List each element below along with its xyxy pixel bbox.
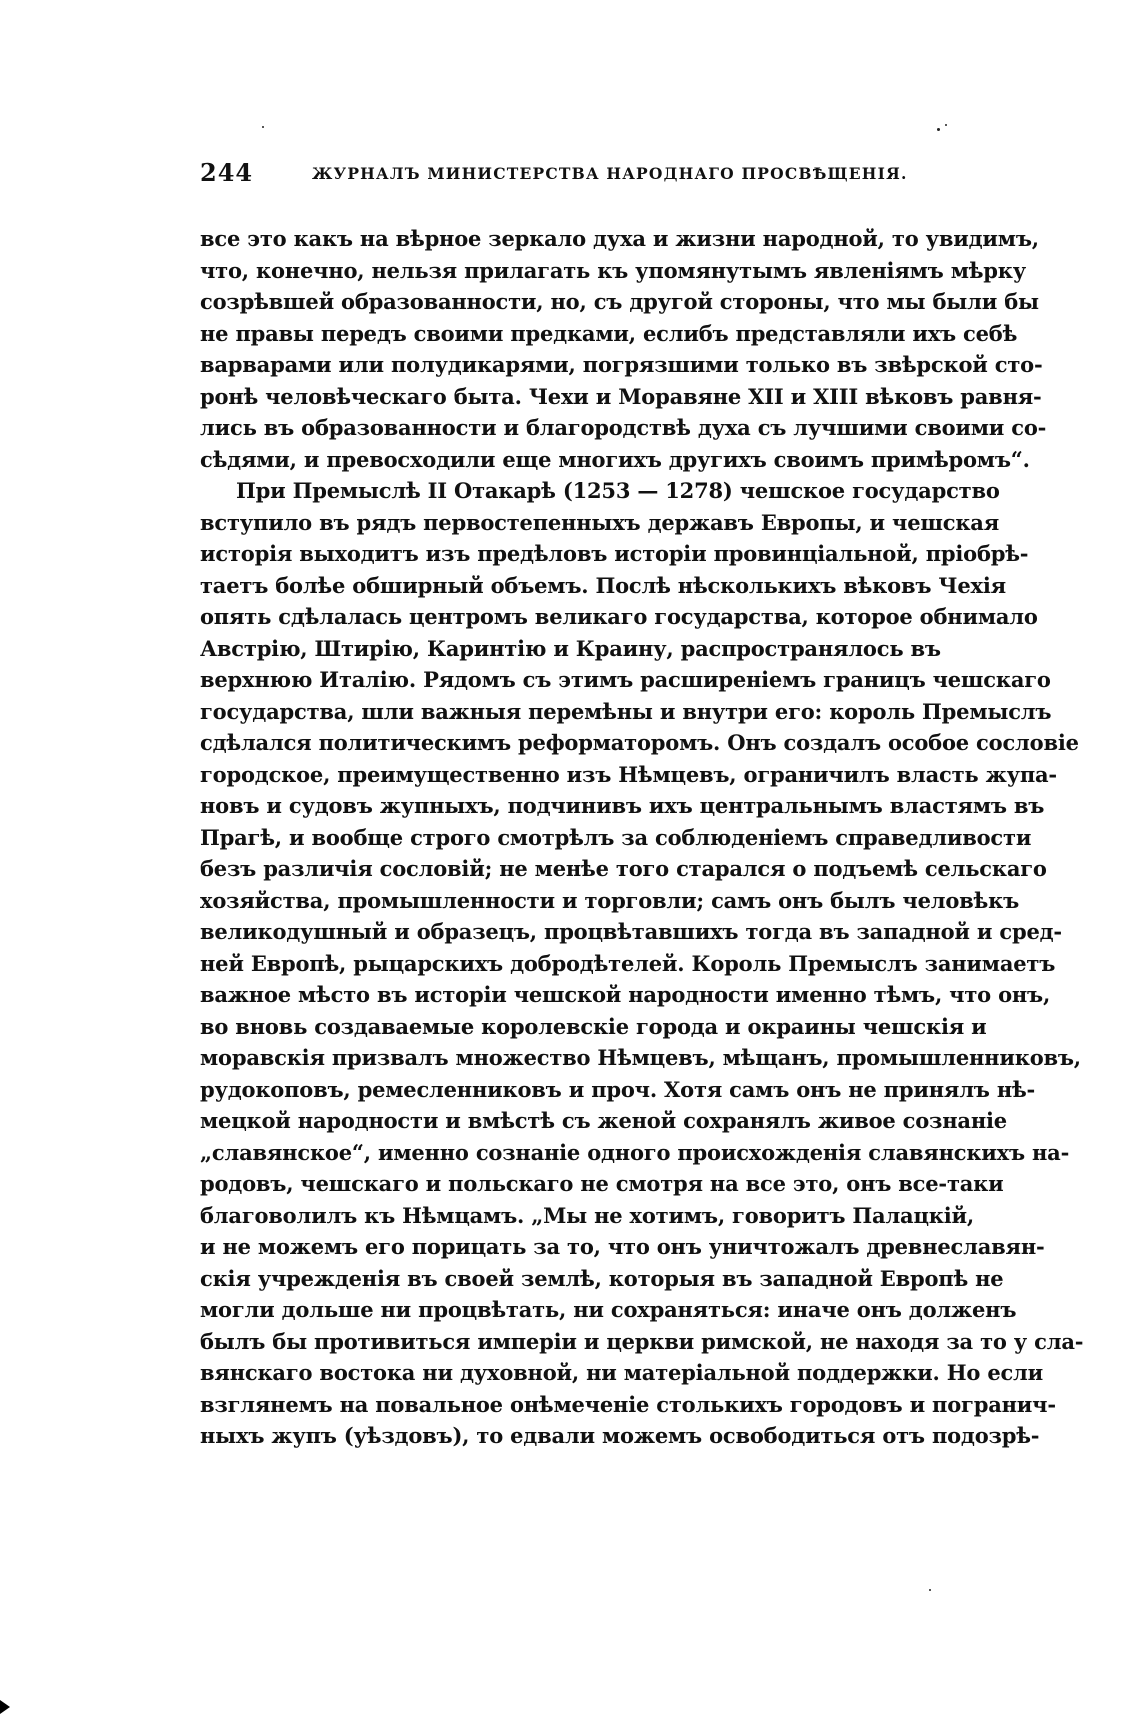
text-line: безъ различія сословій; не менѣе того старался о подъемѣ сельскаго <box>200 856 1047 881</box>
text-line: таетъ болѣе обширный объемъ. Послѣ нѣсколькихъ вѣковъ Чехія <box>200 572 1006 598</box>
text-line: рудокоповъ, ремесленниковъ и проч. Хотя самъ онъ не принялъ нѣ- <box>200 1076 1036 1102</box>
text-line: великодушный и образецъ, процвѣтавшихъ тогда въ западной и сред- <box>200 919 1062 944</box>
scan-speck <box>929 1589 931 1591</box>
text-line: созрѣвшей образованности, но, съ другой стороны, что мы были бы <box>200 289 1039 314</box>
text-line: хозяйства, промышленности и торговли; самъ онъ былъ человѣкъ <box>200 887 1019 913</box>
text-line: скія учрежденія въ своей землѣ, которыя въ западной Европѣ не <box>200 1265 1004 1291</box>
text-line: новъ и судовъ жупныхъ, подчинивъ ихъ центральнымъ властямъ въ <box>200 793 1045 818</box>
text-line: верхнюю Италію. Рядомъ съ этимъ расширеніемъ границъ чешскаго <box>200 667 1051 692</box>
text-line: ронѣ человѣческаго быта. Чехи и Моравяне XII и XIII вѣковъ равня- <box>200 383 1042 409</box>
text-line: вянскаго востока ни духовной, ни матеріальной поддержки. Но если <box>200 1360 1044 1385</box>
text-line: во вновь создаваемые королевскіе города и окраины чешскія и <box>200 1013 987 1039</box>
text-line: государства, шли важныя перемѣны и внутри его: король Премыслъ <box>200 698 1052 724</box>
journal-title: ЖУРНАЛЪ МИНИСТЕРСТВА НАРОДНАГО ПРОСВѢЩЕНІЯ. <box>312 164 908 183</box>
text-line: Австрію, Штирію, Каринтію и Краину, распространялось въ <box>200 635 941 661</box>
text-line: что, конечно, нельзя прилагать къ упомянутымъ явленіямъ мѣрку <box>200 257 1026 283</box>
text-line: ней Европѣ, рыцарскихъ добродѣтелей. Король Премыслъ занимаетъ <box>200 950 1056 976</box>
scan-speck <box>945 124 947 126</box>
scan-speck <box>262 126 264 128</box>
text-line: былъ бы противиться имперіи и церкви римской, не находя за то у сла- <box>200 1328 1084 1354</box>
running-head <box>200 158 928 188</box>
text-line: все это какъ на вѣрное зеркало духа и жизни народной, то увидимъ, <box>200 226 1039 251</box>
text-line: могли дольше ни процвѣтать, ни сохраняться: иначе онъ долженъ <box>200 1297 1017 1322</box>
paragraph-first-line: При Премыслѣ II Отакарѣ (1253 — 1278) чешское государство <box>236 478 1000 503</box>
text-line: сѣдями, и превосходили еще многихъ другихъ своимъ примѣромъ“. <box>200 446 1030 472</box>
body-text <box>200 223 1084 1452</box>
text-line: не правы передъ своими предками, еслибъ представляли ихъ себѣ <box>200 320 1018 346</box>
text-line: сдѣлался политическимъ реформаторомъ. Онъ создалъ особое сословіе <box>200 730 1079 755</box>
text-line: важное мѣсто въ исторіи чешской народности именно тѣмъ, что онъ, <box>200 982 1051 1007</box>
text-line: исторія выходитъ изъ предѣловъ исторіи провинціальной, пріобрѣ- <box>200 541 1029 566</box>
scan-edge-mark <box>0 1700 10 1714</box>
text-line: варварами или полудикарями, погрязшими только въ звѣрской сто- <box>200 352 1043 377</box>
text-line: взглянемъ на повальное онѣмеченіе столькихъ городовъ и погранич- <box>200 1391 1056 1417</box>
text-line: благоволилъ къ Нѣмцамъ. „Мы не хотимъ, говоритъ Палацкій, <box>200 1202 975 1228</box>
text-line: „славянское“, именно сознаніе одного происхожденія славянскихъ на- <box>200 1139 1070 1165</box>
text-line: городское, преимущественно изъ Нѣмцевъ, ограничилъ власть жупа- <box>200 761 1057 787</box>
text-line: мецкой народности и вмѣстѣ съ женой сохранялъ живое сознаніе <box>200 1108 1007 1133</box>
text-line: опять сдѣлалась центромъ великаго государства, которое обнимало <box>200 604 1038 629</box>
text-line: и не можемъ его порицать за то, что онъ уничтожалъ древнеславян- <box>200 1234 1045 1259</box>
text-line: ныхъ жупъ (уѣздовъ), то едвали можемъ освободиться отъ подозрѣ- <box>200 1423 1040 1448</box>
text-line: вступило въ рядъ первостепенныхъ державъ Европы, и чешская <box>200 509 1000 535</box>
text-line: Прагѣ, и вообще строго смотрѣлъ за соблюденіемъ справедливости <box>200 824 1032 850</box>
text-line: родовъ, чешскаго и польскаго не смотря на все это, онъ все-таки <box>200 1171 1004 1196</box>
page-number: 244 <box>200 158 254 187</box>
text-line: моравскія призвалъ множество Нѣмцевъ, мѣщанъ, промышленниковъ, <box>200 1045 1081 1070</box>
text-line: лись въ образованности и благородствѣ духа съ лучшими своими со- <box>200 415 1047 440</box>
scan-speck <box>937 128 940 131</box>
